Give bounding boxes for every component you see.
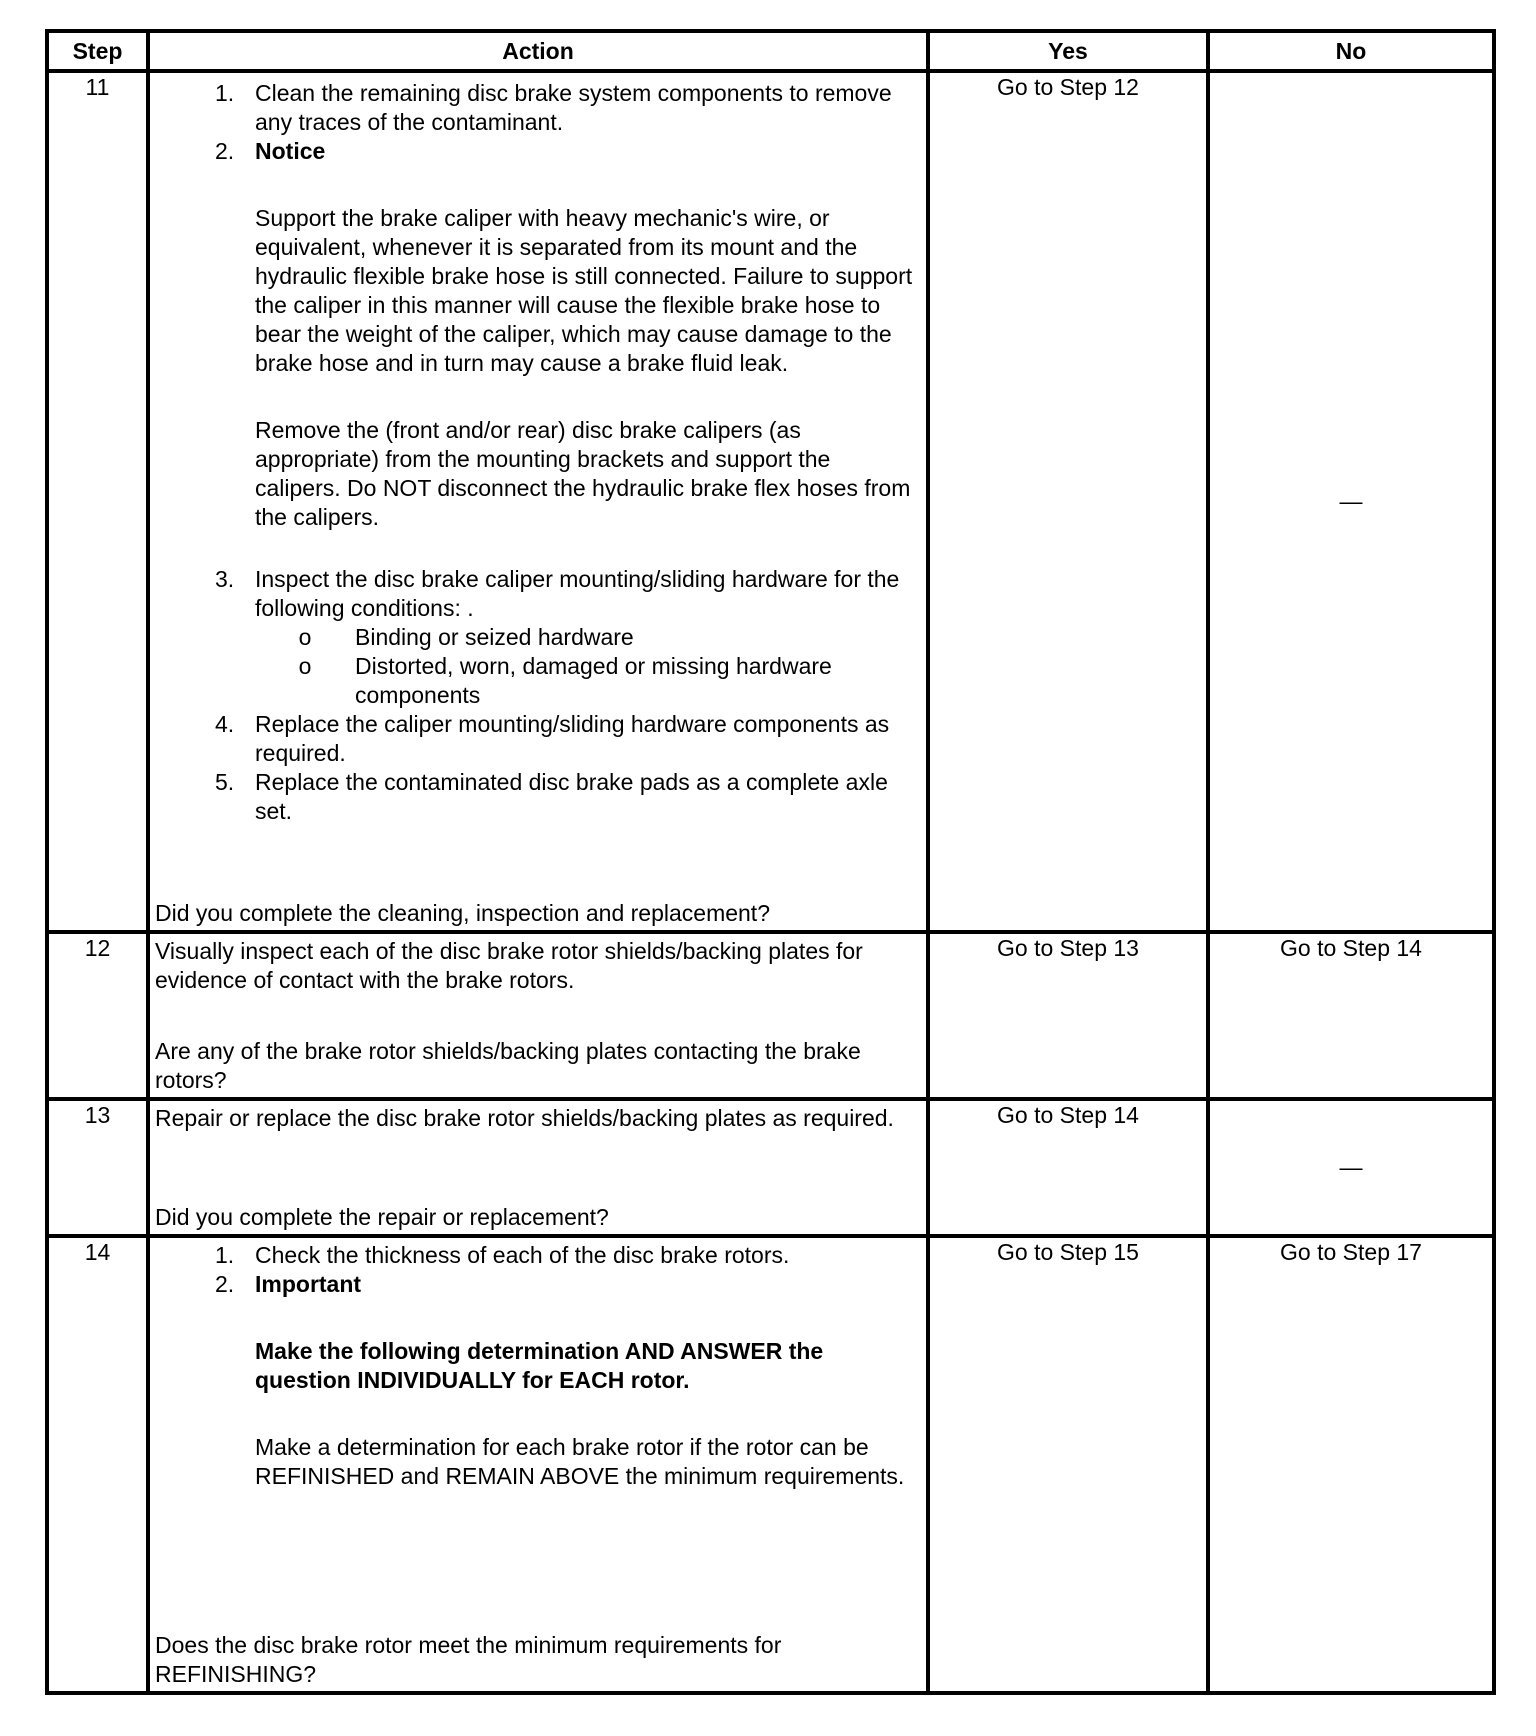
bullet-icon: o	[298, 624, 312, 650]
action-cell	[148, 932, 928, 1099]
bullet-text: Distorted, worn, damaged or missing hardware components	[355, 653, 832, 708]
no-cell: —	[1208, 71, 1494, 932]
yes-cell: Go to Step 13	[928, 932, 1208, 1099]
item-text: Clean the remaining disc brake system components to remove any traces of the contaminant.	[255, 80, 892, 135]
diagnostic-table	[45, 29, 1496, 1695]
step-number: 12	[47, 932, 148, 1099]
question-text: Are any of the brake rotor shields/backing plates contacting the brake rotors?	[155, 1038, 861, 1093]
bullet-item	[255, 652, 921, 710]
action-text: Visually inspect each of the disc brake rotor shields/backing plates for evidence of contact with the brake rotors.	[155, 938, 863, 993]
step-number: 11	[47, 71, 148, 932]
header-action: Action	[148, 31, 928, 71]
list-item	[155, 710, 921, 768]
item-text: Inspect the disc brake caliper mounting/sliding hardware for the following conditions: .	[255, 566, 900, 621]
item-number: 2.	[215, 138, 235, 164]
bullet-icon: o	[298, 653, 312, 679]
list-item	[155, 768, 921, 826]
item-text: Replace the contaminated disc brake pads as a complete axle set.	[255, 769, 888, 824]
item-number: 5.	[215, 769, 235, 795]
question-text: Did you complete the repair or replacement?	[155, 1204, 609, 1230]
list-item	[155, 79, 921, 137]
list-item	[155, 565, 921, 623]
question-text: Did you complete the cleaning, inspection and replacement?	[155, 900, 770, 926]
step-row-11	[47, 71, 1494, 932]
item-text: Check the thickness of each of the disc brake rotors.	[255, 1242, 790, 1268]
instruction-text: Make a determination for each brake rotor if the rotor can be REFINISHED and REMAIN ABOVE the minimum requirements.	[255, 1434, 905, 1489]
bullet-item	[255, 623, 921, 652]
yes-cell: Go to Step 15	[928, 1236, 1208, 1693]
list-item	[155, 137, 921, 565]
item-text: Replace the caliper mounting/sliding hardware components as required.	[255, 711, 890, 766]
action-cell	[148, 71, 928, 932]
header-step: Step	[47, 31, 148, 71]
step-number: 13	[47, 1099, 148, 1236]
item-number: 1.	[215, 1242, 235, 1268]
item-number: 1.	[215, 80, 235, 106]
no-cell: —	[1208, 1099, 1494, 1236]
important-text: Make the following determination AND ANSWER the question INDIVIDUALLY for EACH rotor.	[255, 1338, 824, 1393]
item-number: 4.	[215, 711, 235, 737]
header-row	[47, 31, 1494, 71]
no-cell: Go to Step 14	[1208, 932, 1494, 1099]
no-cell: Go to Step 17	[1208, 1236, 1494, 1693]
item-number: 3.	[215, 566, 235, 592]
action-cell	[148, 1099, 928, 1236]
header-yes: Yes	[928, 31, 1208, 71]
important-title: Important	[255, 1271, 362, 1297]
action-cell	[148, 1236, 928, 1693]
yes-cell: Go to Step 12	[928, 71, 1208, 932]
yes-cell: Go to Step 14	[928, 1099, 1208, 1236]
list-item	[155, 1241, 921, 1270]
step-row-12	[47, 932, 1494, 1099]
list-item	[155, 1270, 921, 1491]
step-number: 14	[47, 1236, 148, 1693]
bullet-text: Binding or seized hardware	[355, 624, 634, 650]
action-text: Repair or replace the disc brake rotor shields/backing plates as required.	[155, 1105, 894, 1131]
question-text: Does the disc brake rotor meet the minimum requirements for REFINISHING?	[155, 1632, 782, 1687]
item-number: 2.	[215, 1271, 235, 1297]
notice-title: Notice	[255, 138, 326, 164]
instruction-text: Remove the (front and/or rear) disc brake calipers (as appropriate) from the mounting brackets and support the calipers. Do NOT disconnect the hydraulic brake flex hoses from the calipers.	[255, 417, 911, 530]
step-row-14	[47, 1236, 1494, 1693]
notice-text: Support the brake caliper with heavy mechanic's wire, or equivalent, whenever it is separated from its mount and the hydraulic flexible brake hose is still connected. Failure to support the caliper in this manner will cause the flexible brake hose to bear the weight of the caliper, which may cause damage to the brake hose and in turn may cause a brake fluid leak.	[255, 205, 913, 376]
header-no: No	[1208, 31, 1494, 71]
step-row-13	[47, 1099, 1494, 1236]
